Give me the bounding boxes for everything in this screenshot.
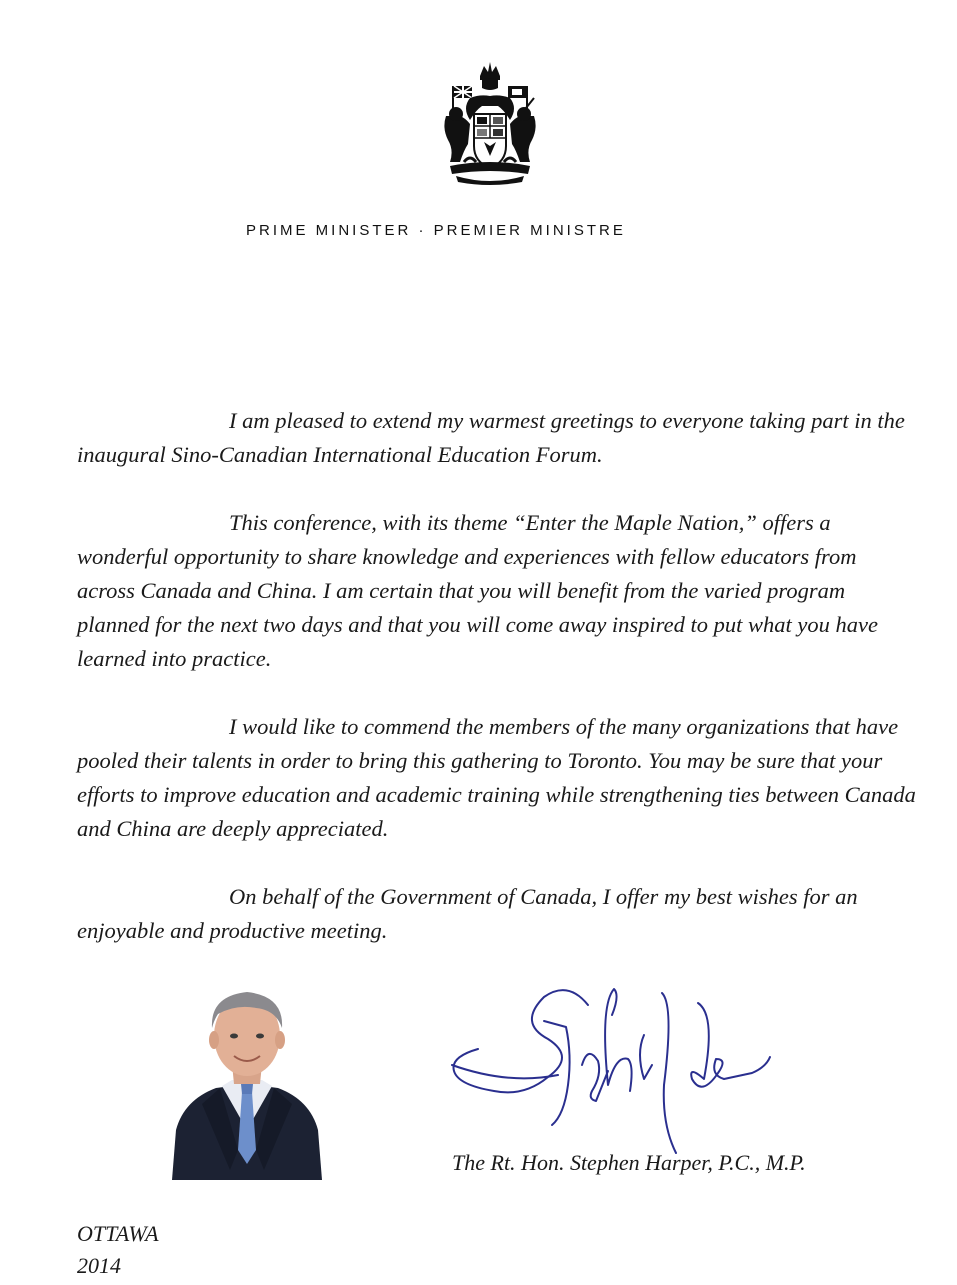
letter-body bbox=[77, 404, 917, 982]
coat-of-arms-of-canada-icon bbox=[440, 58, 540, 188]
paragraph: This conference, with its theme “Enter the Maple Nation,” offers a wonderful opportunity to share knowledge and experiences with fellow educators from across Canada and China. I am certain that you will benefit from the varied program planned for the next two days and that you will come away inspired to put what you have learned into practice. bbox=[77, 510, 878, 671]
portrait-photo bbox=[172, 980, 322, 1180]
handwritten-signature bbox=[448, 975, 778, 1155]
paragraph: On behalf of the Government of Canada, I offer my best wishes for an enjoyable and productive meeting. bbox=[77, 884, 858, 943]
paragraph: I am pleased to extend my warmest greetings to everyone taking part in the inaugural Sino-Canadian International Education Forum. bbox=[77, 408, 905, 467]
place-name: OTTAWA bbox=[77, 1221, 159, 1246]
signer-name: The Rt. Hon. Stephen Harper, P.C., M.P. bbox=[452, 1150, 806, 1175]
office-title: PRIME MINISTER · PREMIER MINISTRE bbox=[246, 222, 626, 239]
paragraph: I would like to commend the members of the many organizations that have pooled their talents in order to bring this gathering to Toronto. You may be sure that your efforts to improve education and academic training while strengthening ties between Canada and China are deeply appreciated. bbox=[77, 714, 916, 841]
year: 2014 bbox=[77, 1253, 121, 1278]
place-and-date bbox=[77, 1218, 159, 1282]
